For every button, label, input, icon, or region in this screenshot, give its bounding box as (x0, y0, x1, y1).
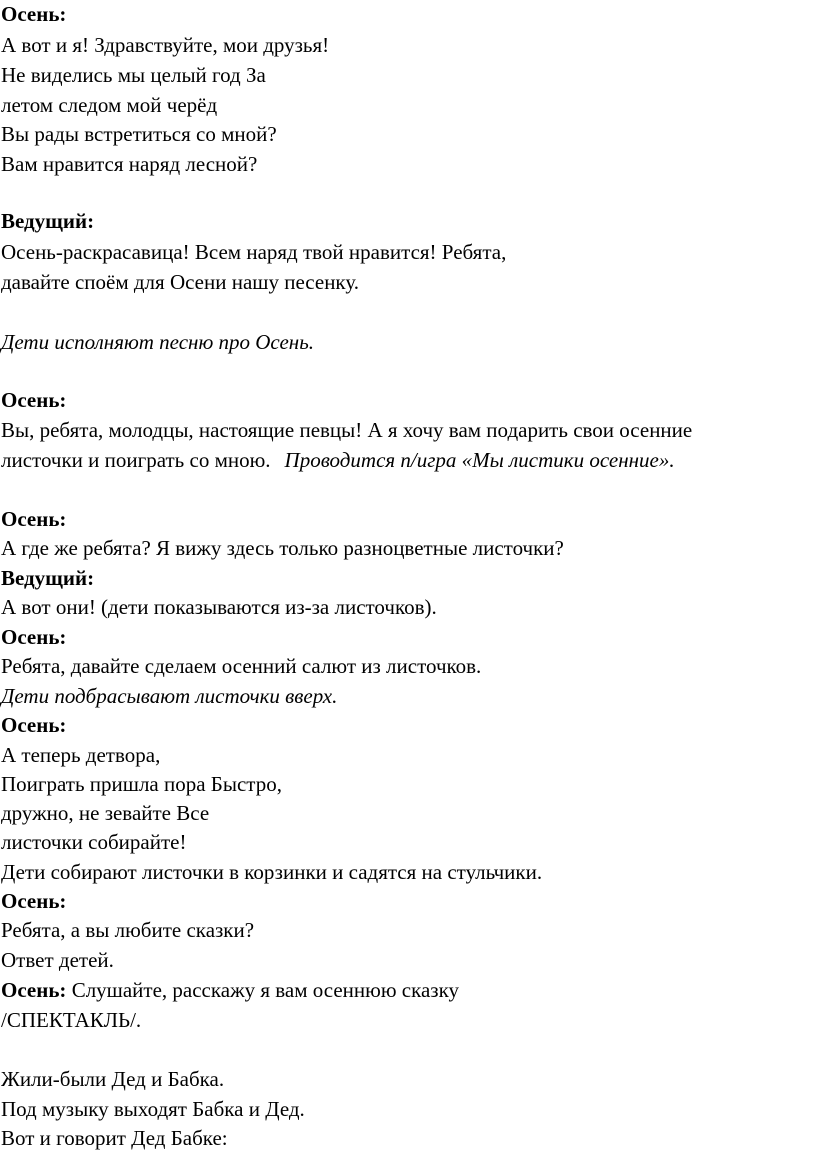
text-line: Не виделись мы целый год За (1, 63, 266, 87)
text-line: /СПЕКТАКЛЬ/. (1, 1008, 142, 1032)
text-line: Под музыку выходят Бабка и Дед. (1, 1097, 305, 1121)
speaker-label: Осень: (1, 713, 67, 737)
text-line: листочки собирайте! (1, 830, 187, 854)
text-fragment: листочки и поиграть со мною. (1, 448, 271, 472)
text-line: Ребята, давайте сделаем осенний салют из листочков. (1, 654, 482, 678)
text-line: Ответ детей. (1, 948, 114, 972)
text-line: Поиграть пришла пора Быстро, (1, 772, 282, 796)
stage-direction: Дети подбрасывают листочки вверх. (1, 684, 338, 708)
stage-direction: Проводится п/игра «Мы листики осенние». (284, 448, 675, 472)
stage-direction: Дети исполняют песню про Осень. (1, 330, 315, 354)
text-line: Вам нравится наряд лесной? (1, 152, 258, 176)
speaker-label: Осень: (1, 889, 67, 913)
text-line: А вот они! (дети показываются из-за листочков). (1, 595, 437, 619)
speaker-label: Осень: (1, 507, 67, 531)
text-line: Осень-раскрасавица! Всем наряд твой нравится! Ребята, (1, 240, 507, 264)
speaker-label: Ведущий: (1, 566, 95, 590)
text-line: Вы рады встретиться со мной? (1, 122, 277, 146)
text-line: А вот и я! Здравствуйте, мои друзья! (1, 33, 330, 57)
speaker-label: Осень: (1, 625, 67, 649)
text-line: А где же ребята? Я вижу здесь только разноцветные листочки? (1, 536, 564, 560)
text-line: Вы, ребята, молодцы, настоящие певцы! А я хочу вам подарить свои осенние (1, 418, 693, 442)
text-line: Вот и говорит Дед Бабке: (1, 1126, 228, 1150)
speaker-label: Осень: (1, 388, 67, 412)
text-line: Ребята, а вы любите сказки? (1, 918, 255, 942)
text-line: Дети собирают листочки в корзинки и садятся на стульчики. (1, 860, 543, 884)
speaker-label: Осень: (1, 2, 67, 26)
speaker-label: Осень: (1, 978, 67, 1002)
text-line (1, 448, 675, 472)
speaker-label: Ведущий: (1, 209, 95, 233)
text-line: дружно, не зевайте Все (1, 801, 210, 825)
text-line: давайте споём для Осени нашу песенку. (1, 270, 359, 294)
text-fragment: Слушайте, расскажу я вам осеннюю сказку (71, 978, 459, 1002)
text-line: А теперь детвора, (1, 743, 161, 767)
text-line (1, 978, 459, 1002)
text-line: летом следом мой черёд (1, 93, 218, 117)
text-line: Жили-были Дед и Бабка. (1, 1067, 225, 1091)
